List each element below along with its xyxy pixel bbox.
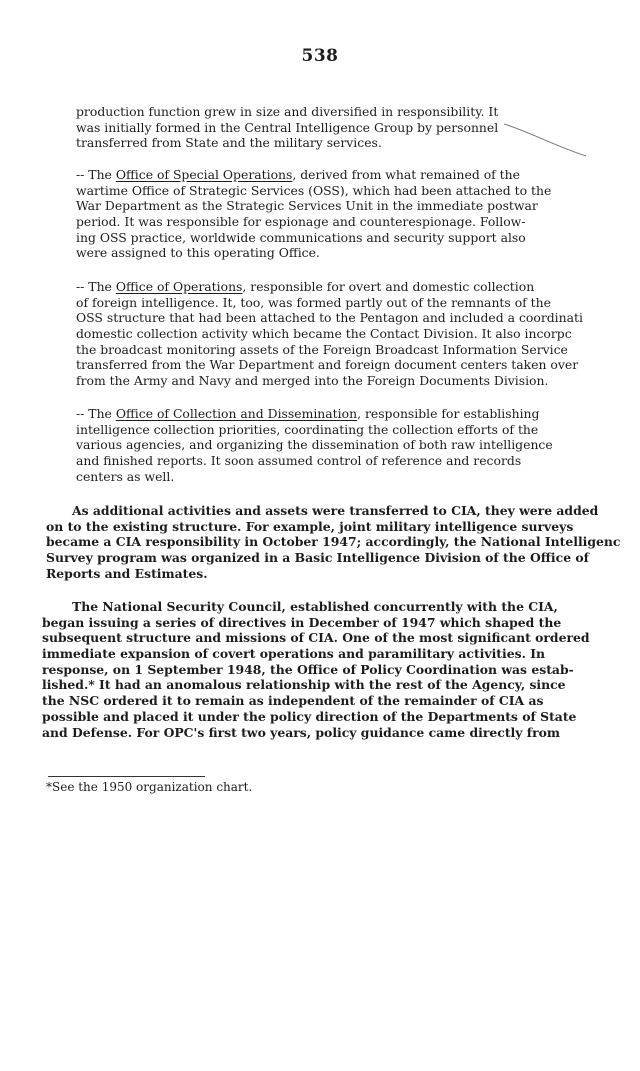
intro-paragraph (76, 104, 498, 151)
paragraph-line: on to the existing structure. For example, joint military intelligence surveys (46, 518, 574, 534)
paragraph-line: -- The Office of Collection and Dissemination, responsible for establishing (76, 406, 540, 421)
paragraph-line: from the Army and Navy and merged into the Foreign Documents Division. (76, 373, 549, 389)
paragraph-line: and finished reports. It soon assumed control of reference and records (76, 453, 522, 469)
paragraph-line: As additional activities and assets were transferred to CIA, they were added (72, 503, 599, 518)
paragraph-line: -- The Office of Operations, responsible for overt and domestic collection (76, 279, 535, 294)
special-operations-paragraph (76, 167, 551, 261)
paragraph-line: became a CIA responsibility in October 1947; accordingly, the National Intelligenc (46, 534, 621, 550)
paragraph-line: domestic collection activity which became the Contact Division. It also incorpc (76, 326, 572, 342)
paragraph-line: Survey program was organized in a Basic Intelligence Division of the Office of (46, 550, 589, 566)
paragraph-line: -- The Office of Special Operations, derived from what remained of the (76, 167, 520, 182)
paragraph-line: centers as well. (76, 468, 175, 484)
paragraph-line: and Defense. For OPC's first two years, policy guidance came directly from (42, 724, 560, 740)
office-name: Office of Special Operations (115, 167, 293, 182)
additional-activities-paragraph (46, 503, 620, 581)
paragraph-line: lished.* It had an anomalous relationship with the rest of the Agency, since (42, 677, 566, 693)
paragraph-line: the broadcast monitoring assets of the Foreign Broadcast Information Service (76, 341, 568, 357)
paragraph-line: OSS structure that had been attached to the Pentagon and included a coordinati (76, 310, 583, 326)
paragraph-line: ing OSS practice, worldwide communications and security support also (76, 229, 526, 245)
paragraph-line: transferred from the War Department and foreign document centers taken over (76, 357, 579, 373)
operations-paragraph (76, 279, 583, 389)
paragraph-line: subsequent structure and missions of CIA. One of the most significant ordered (42, 630, 590, 646)
paragraph-line: The National Security Council, established concurrently with the CIA, (72, 599, 558, 614)
paragraph-line: period. It was responsible for espionage and counterespionage. Follow- (76, 214, 526, 230)
office-name: Office of Operations (115, 279, 243, 294)
paragraph-line: transferred from State and the military services. (76, 135, 382, 151)
paragraph-line: Reports and Estimates. (46, 565, 208, 581)
paragraph-line: began issuing a series of directives in December of 1947 which shaped the (42, 614, 562, 630)
paragraph-line: wartime Office of Strategic Services (OSS), which had been attached to the (76, 182, 552, 198)
paragraph-line: was initially formed in the Central Intelligence Group by personnel (76, 119, 499, 135)
footnote: *See the 1950 organization chart. (46, 780, 253, 794)
page-number: 538 (301, 46, 339, 66)
nsc-paragraph (42, 599, 590, 740)
paragraph-line: the NSC ordered it to remain as independent of the remainder of CIA as (42, 693, 544, 709)
paragraph-line: War Department as the Strategic Services Unit in the immediate postwar (76, 198, 538, 214)
paragraph-line: of foreign intelligence. It, too, was formed partly out of the remnants of the (76, 294, 551, 310)
office-name: Office of Collection and Dissemination (115, 406, 358, 421)
paragraph-line: production function grew in size and diversified in responsibility. It (76, 104, 499, 119)
paragraph-line: were assigned to this operating Office. (76, 245, 320, 261)
paragraph-line: possible and placed it under the policy direction of the Departments of State (42, 708, 577, 724)
paragraph-line: intelligence collection priorities, coordinating the collection efforts of the (76, 421, 539, 437)
pen-stroke-mark (500, 118, 590, 162)
paragraph-line: response, on 1 September 1948, the Office of Policy Coordination was estab- (42, 661, 574, 677)
footnote-divider (48, 776, 205, 777)
collection-dissemination-paragraph (76, 406, 553, 484)
paragraph-line: immediate expansion of covert operations and paramilitary activities. In (42, 646, 546, 662)
paragraph-line: various agencies, and organizing the dissemination of both raw intelligence (76, 437, 553, 453)
